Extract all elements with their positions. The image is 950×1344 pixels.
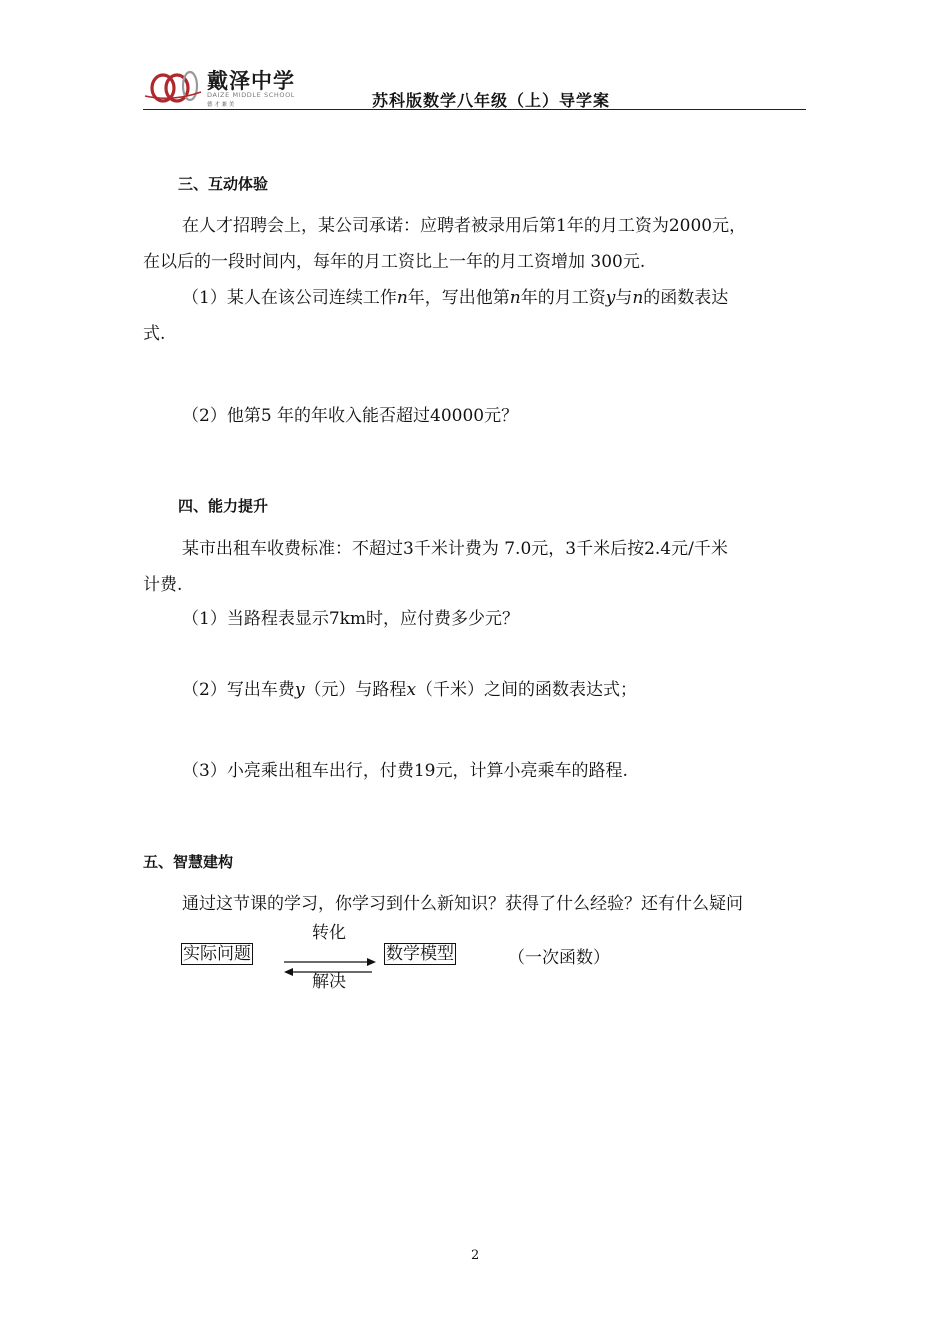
right-arrowhead-icon [367,958,376,966]
section-3-question-2: （2）他第5 年的年收入能否超过40000元？ [182,406,519,426]
q1-text-c: 年的月工资 [520,288,606,308]
q2-text-c: （千米）之间的函数表达式； [416,680,638,700]
section-4-question-2 [182,672,637,708]
page-number: 2 [471,1248,480,1263]
left-arrowhead-icon [284,968,293,976]
section-3-para-line-2: 在以后的一段时间内，每年的月工资比上一年的月工资增加 300元. [143,252,646,272]
linear-function-note: （一次函数） [508,948,610,968]
real-problem-box: 实际问题 [183,944,251,964]
transform-label: 转化 [312,923,346,943]
q2-text-a: （2）写出车费 [182,680,295,700]
document-title: 苏科版数学八年级（上）导学案 [372,91,611,110]
section-4-question-1: （1）当路程表显示7km时，应付费多少元？ [182,609,520,629]
logo-english-name: DAIZE MIDDLE SCHOOL [207,91,296,99]
section-3-question-1-line-2: 式. [143,324,166,344]
section-4-question-3: （3）小亮乘出租车出行，付费19元，计算小亮乘车的路程. [182,761,628,781]
q1-text-e: 的函数表达 [643,288,729,308]
section-3-para-line-1: 在人才招聘会上，某公司承诺：应聘者被录用后第1年的月工资为2000元， [182,216,747,236]
section-4-heading: 四、能力提升 [178,497,269,515]
section-4-para-line-2: 计费. [143,575,183,595]
school-logo [143,64,308,108]
section-3-question-1 [182,280,728,316]
math-model-box: 数学模型 [386,944,454,964]
q1-text-d: 与 [615,288,633,308]
school-logo-emblem [143,66,203,106]
q1-text-a: （1）某人在该公司连续工作 [182,288,397,308]
variable-x: x [406,680,417,700]
q1-text-b: 年，写出他第 [407,288,510,308]
section-5-heading: 五、智慧建构 [143,853,234,871]
variable-y: y [605,288,616,308]
variable-n: n [396,288,408,308]
section-4-para-line-1: 某市出租车收费标准：不超过3千米计费为 7.0元，3千米后按2.4元/千米 [182,539,728,559]
logo-chinese-name: 戴泽中学 [207,69,295,93]
section-3-heading: 三、互动体验 [178,175,269,193]
variable-y: y [294,680,305,700]
logo-motto: 德 才 兼 美 [207,102,235,108]
variable-n: n [509,288,521,308]
section-5-para: 通过这节课的学习，你学习到什么新知识？获得了什么经验？还有什么疑问 [182,894,743,914]
variable-n: n [632,288,644,308]
header-divider [143,109,806,110]
solve-label: 解决 [312,972,346,992]
q2-text-b: （元）与路程 [304,680,407,700]
